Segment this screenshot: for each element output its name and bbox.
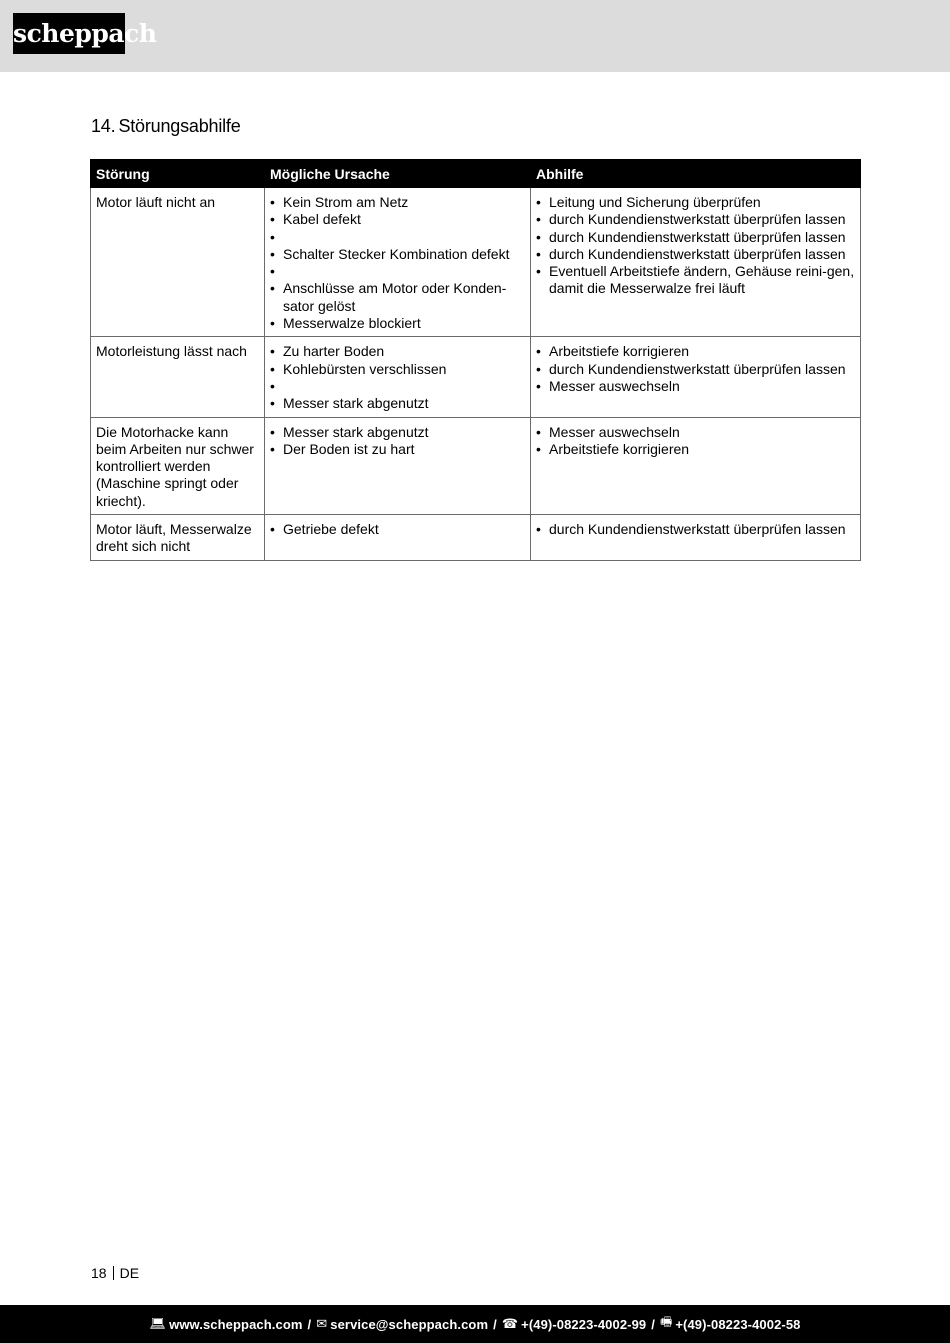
- remedy-cell: [531, 515, 861, 561]
- troubleshooting-table: [90, 159, 861, 561]
- cause-item: • Messer stark abgenutzt: [270, 395, 526, 412]
- footer-phone: +(49)-08223-4002-99: [521, 1316, 647, 1332]
- remedy-item: • Leitung und Sicherung überprüfen: [536, 194, 856, 211]
- cause-cell: [265, 188, 531, 337]
- header-bar: [0, 0, 950, 72]
- footer-bar: [0, 1305, 950, 1343]
- cause-item: • Anschlüsse am Motor oder Konden-sator gelöst: [270, 280, 526, 315]
- remedy-list: [536, 343, 856, 395]
- footer-separator: /: [493, 1316, 497, 1332]
- remedy-item: • durch Kundendienstwerkstatt überprüfen lassen: [536, 521, 856, 538]
- remedy-item: • Messer auswechseln: [536, 424, 856, 441]
- remedy-cell: [531, 417, 861, 514]
- page-number-divider: [113, 1266, 114, 1280]
- fax-icon: 🖷︎: [659, 1314, 673, 1329]
- column-header-remedy: Abhilfe: [531, 160, 861, 188]
- page-number: [91, 1265, 139, 1281]
- remedy-item: • durch Kundendienstwerkstatt überprüfen lassen: [536, 361, 856, 378]
- fault-cell: Motor läuft, Messerwalze dreht sich nicht: [91, 515, 265, 561]
- remedy-list: [536, 424, 856, 459]
- phone-icon: ☎︎: [501, 1316, 519, 1331]
- section-number: 14.: [91, 116, 116, 136]
- table-header-row: [91, 160, 861, 188]
- footer-separator: /: [307, 1316, 312, 1332]
- table-row: [91, 417, 861, 514]
- column-header-cause: Mögliche Ursache: [265, 160, 531, 188]
- cause-item: • Kohlebürsten verschlissen: [270, 361, 526, 378]
- footer-website-link[interactable]: www.scheppach.com: [169, 1316, 303, 1332]
- envelope-icon: ✉︎: [316, 1316, 328, 1331]
- table-row: [91, 515, 861, 561]
- cause-cell: [265, 337, 531, 417]
- cause-item: • Getriebe defekt: [270, 521, 526, 538]
- footer-email-link[interactable]: service@scheppach.com: [330, 1316, 489, 1332]
- cause-item: • Kein Strom am Netz: [270, 194, 526, 211]
- cause-list: [270, 194, 526, 332]
- cause-cell: [265, 417, 531, 514]
- section-heading: [91, 116, 241, 137]
- cause-item: • Kabel defekt: [270, 211, 526, 228]
- fault-cell: Die Motorhacke kann beim Arbeiten nur schwer kontrolliert werden (Maschine springt oder kriecht).: [91, 417, 265, 514]
- remedy-cell: [531, 337, 861, 417]
- table-row: [91, 188, 861, 337]
- remedy-item: • durch Kundendienstwerkstatt überprüfen lassen: [536, 246, 856, 263]
- computer-icon: 💻︎: [149, 1316, 167, 1331]
- table-row: [91, 337, 861, 417]
- cause-list: [270, 343, 526, 412]
- cause-list: [270, 521, 526, 538]
- column-header-fault: Störung: [91, 160, 265, 188]
- cause-item: • Zu harter Boden: [270, 343, 526, 360]
- remedy-item: • Eventuell Arbeitstiefe ändern, Gehäuse reini-gen, damit die Messerwalze frei läuft: [536, 263, 856, 298]
- cause-item: [270, 378, 526, 395]
- cause-item: [270, 229, 526, 246]
- page-language: DE: [119, 1265, 140, 1281]
- footer-fax: +(49)-08223-4002-58: [675, 1316, 801, 1332]
- remedy-item: • durch Kundendienstwerkstatt überprüfen lassen: [536, 229, 856, 246]
- remedy-cell: [531, 188, 861, 337]
- remedy-list: [536, 194, 856, 298]
- cause-item: • Messerwalze blockiert: [270, 315, 526, 332]
- cause-item: [270, 263, 526, 280]
- fault-cell: Motor läuft nicht an: [91, 188, 265, 337]
- cause-cell: [265, 515, 531, 561]
- cause-item: • Schalter Stecker Kombination defekt: [270, 246, 526, 263]
- remedy-item: • Arbeitstiefe korrigieren: [536, 441, 856, 458]
- footer-separator: /: [651, 1316, 655, 1332]
- remedy-item: • Arbeitstiefe korrigieren: [536, 343, 856, 360]
- fault-cell: Motorleistung lässt nach: [91, 337, 265, 417]
- page-number-value: 18: [91, 1265, 107, 1281]
- section-title: Störungsabhilfe: [118, 116, 241, 136]
- scheppach-logo: scheppach: [13, 13, 125, 54]
- cause-list: [270, 424, 526, 459]
- cause-item: • Messer stark abgenutzt: [270, 424, 526, 441]
- remedy-list: [536, 521, 856, 538]
- remedy-item: • Messer auswechseln: [536, 378, 856, 395]
- cause-item: • Der Boden ist zu hart: [270, 441, 526, 458]
- remedy-item: • durch Kundendienstwerkstatt überprüfen lassen: [536, 211, 856, 228]
